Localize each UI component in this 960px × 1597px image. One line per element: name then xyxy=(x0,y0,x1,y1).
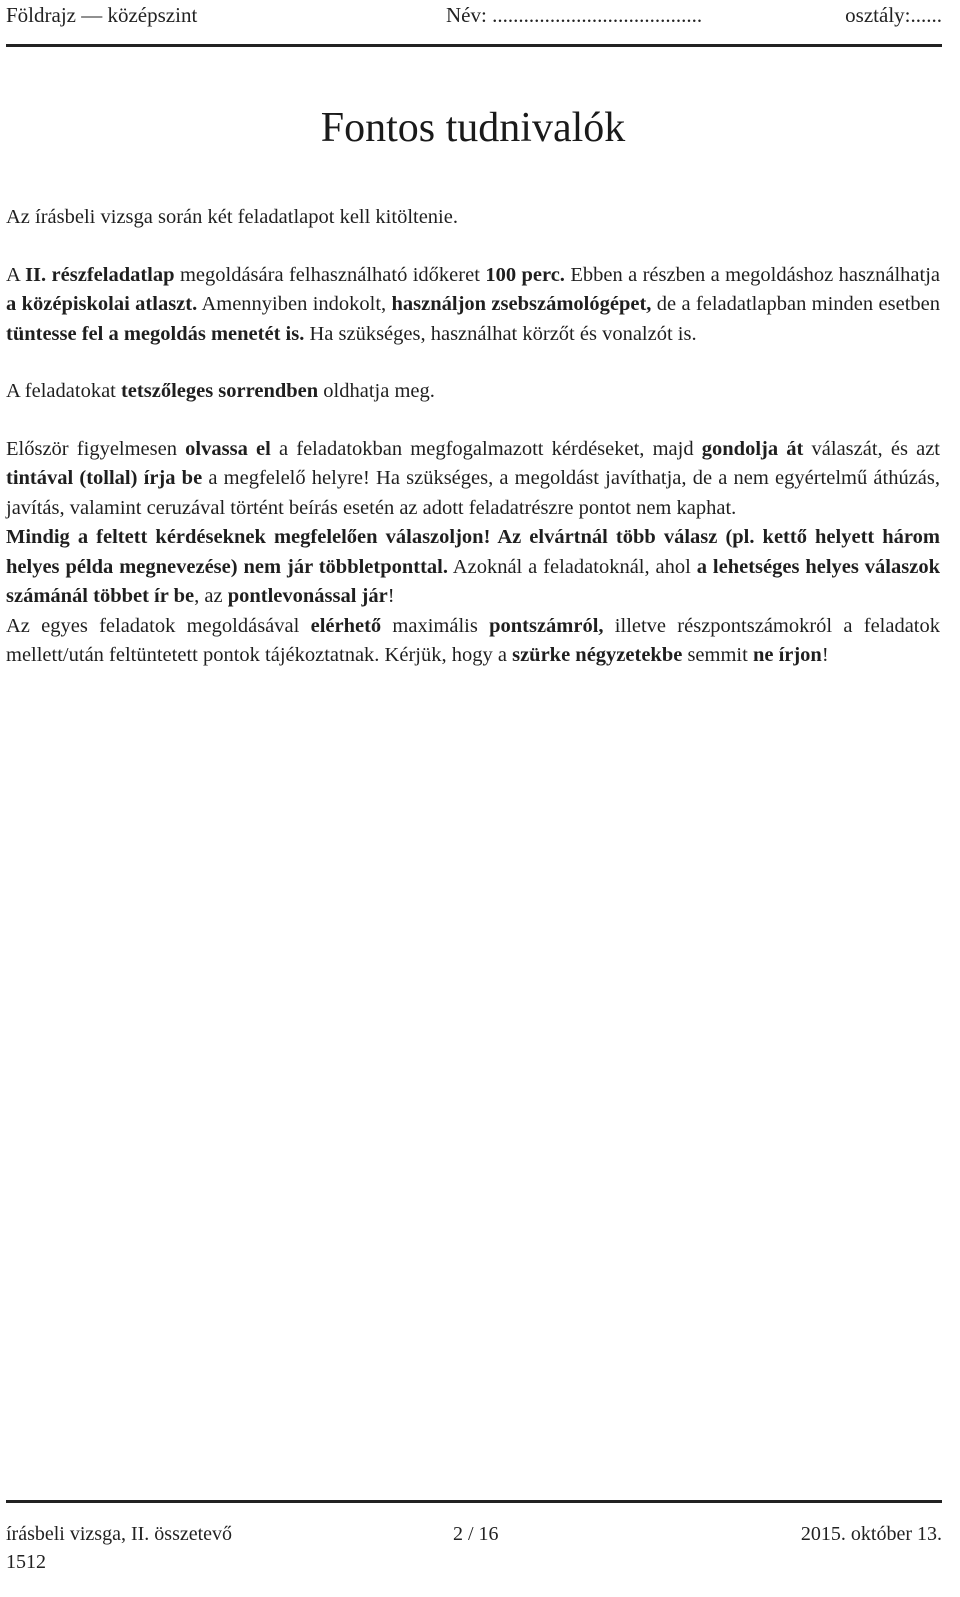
emphasis-text: 100 perc. xyxy=(485,263,565,286)
emphasis-text: a középiskolai atlaszt. xyxy=(6,293,198,315)
header-name-field: Név: ........................................ xyxy=(446,3,703,27)
page-header xyxy=(6,0,942,30)
body-text: de a feladatlapban minden esetben xyxy=(651,293,940,315)
body-text: Az írásbeli vizsga során két feladatlapot kell kitöltenie. xyxy=(6,206,458,228)
header-subject: Földrajz — középszint xyxy=(6,3,198,27)
emphasis-text: elérhető xyxy=(310,614,382,637)
emphasis-text: pontlevonással jár xyxy=(227,585,388,607)
paragraph-intro xyxy=(6,203,940,233)
paragraph-scoring xyxy=(6,612,940,671)
body-text: megoldására felhasználható időkeret xyxy=(174,263,486,286)
emphasis-text: szürke négyzetekbe xyxy=(512,644,683,666)
paragraph-order xyxy=(6,377,940,407)
body-text: semmit xyxy=(682,644,753,666)
body-text: , az xyxy=(194,585,228,607)
body-text: illetve részpontszámokról a feladatok mellett/után feltüntetett pontok tájékoztatnak. Kérjük, hogy a xyxy=(6,614,941,666)
body-text: Az egyes feladatok megoldásával xyxy=(6,614,311,637)
body-text: oldhatja meg. xyxy=(318,380,435,402)
emphasis-text: a lehetséges helyes válaszok számánál többet ír be xyxy=(6,555,940,607)
paragraph-part-two xyxy=(6,261,940,350)
body-text: Azoknál a feladatoknál, ahol xyxy=(448,555,697,578)
body-text: A feladatokat xyxy=(6,380,121,402)
instructions-body xyxy=(6,203,940,671)
emphasis-text: pontszámról, xyxy=(489,614,604,637)
footer-code: 1512 xyxy=(6,1551,46,1573)
emphasis-text: gondolja át xyxy=(701,437,804,460)
body-text: válaszát, és azt xyxy=(803,437,940,460)
body-text: Először figyelmesen xyxy=(6,437,186,460)
emphasis-text: tetszőleges sorrendben xyxy=(120,380,319,402)
footer-date: 2015. október 13. xyxy=(800,1523,942,1545)
emphasis-text: ne írjon xyxy=(752,644,822,666)
emphasis-text: II. részfeladatlap xyxy=(25,263,175,286)
emphasis-text: tintával (tollal) írja be xyxy=(6,467,203,489)
emphasis-text: tüntesse fel a megoldás menetét is. xyxy=(6,322,305,345)
footer-rule xyxy=(6,1500,942,1503)
emphasis-text: olvassa el xyxy=(185,437,271,460)
paragraph-reading xyxy=(6,435,940,524)
emphasis-text: Mindig a feltett kérdéseknek megfelelően válaszoljon! Az elvártnál több válasz (pl. kettő helyett három helyes példa megnevezése) nem jár többletponttal. xyxy=(6,526,940,578)
body-text: Ebben a részben a megoldáshoz használhatja xyxy=(564,263,940,286)
body-text: Ha szükséges, használhat körzőt és vonalzót is. xyxy=(304,322,697,345)
body-text: ! xyxy=(387,585,395,607)
page-title: Fontos tudnivalók xyxy=(320,105,626,151)
emphasis-text: használjon zsebszámológépet, xyxy=(391,293,652,315)
body-text: a megfelelő helyre! Ha szükséges, a megoldást javíthatja, de a nem egyértelmű áthúzás, javítás, valamint ceruzával történt beírás esetén az adott feladatrészre pontot nem kaphat. xyxy=(6,467,940,519)
header-rule xyxy=(6,44,942,47)
body-text: Amennyiben indokolt, xyxy=(197,293,392,315)
header-class-field: osztály:...... xyxy=(845,3,942,27)
body-text: maximális xyxy=(381,614,490,637)
body-text: A xyxy=(6,263,26,286)
footer-exam: írásbeli vizsga, II. összetevő xyxy=(6,1523,233,1545)
paragraph-answers xyxy=(6,523,940,612)
body-text: a feladatokban megfogalmazott kérdéseket, majd xyxy=(270,437,702,460)
body-text: ! xyxy=(821,644,829,666)
footer-page-number: 2 / 16 xyxy=(453,1523,499,1545)
